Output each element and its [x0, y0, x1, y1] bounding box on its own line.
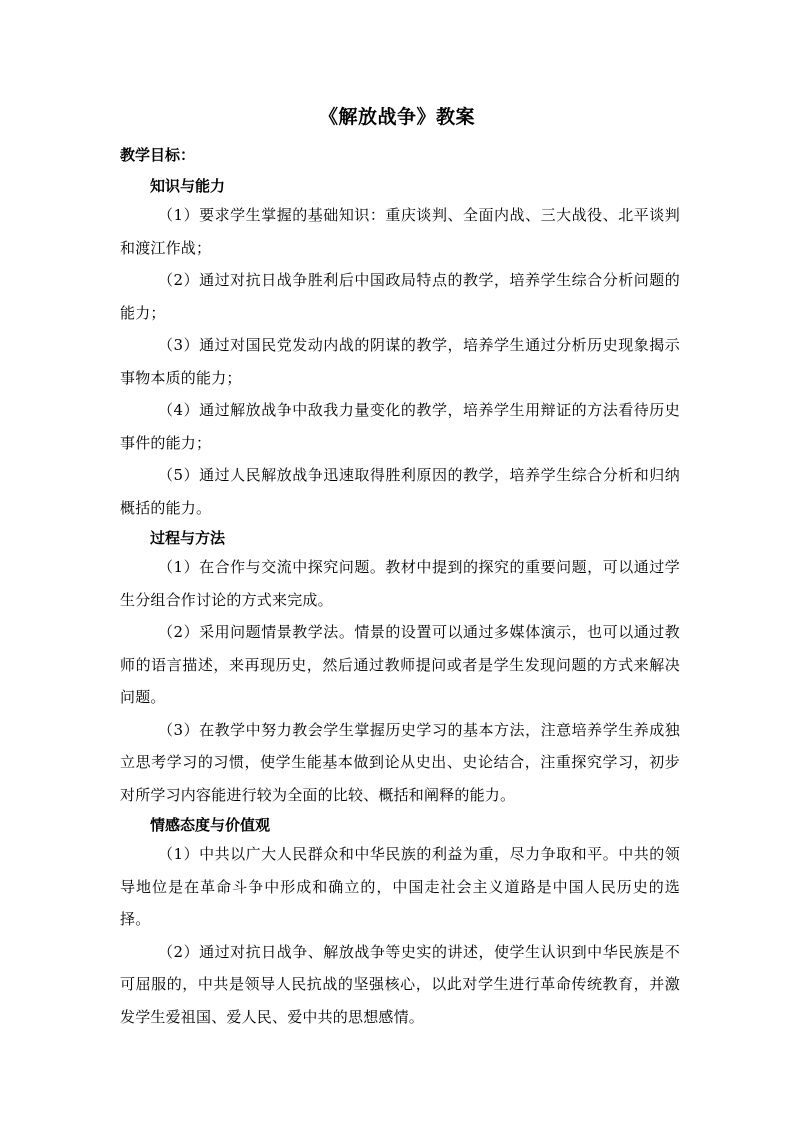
paragraph: （2）采用问题情景教学法。情景的设置可以通过多媒体演示，也可以通过教师的语言描述，来再现历史，然后通过教师提问或者是学生发现问题的方式来解决问题。: [120, 623, 680, 706]
paragraph: （2）通过对抗日战争、解放战争等史实的讲述，使学生认识到中华民族是不可屈服的，中共是领导人民抗战的坚强核心，以此对学生进行革命传统教育，并激发学生爱祖国、爱人民、爱中共的思想感情。: [120, 942, 680, 1026]
section-heading: 过程与方法: [150, 529, 226, 547]
objectives-heading: 教学目标：: [120, 146, 196, 164]
section-knowledge-ability: [120, 174, 680, 524]
section-emotion-values: [120, 813, 680, 1033]
paragraph: （1）中共以广大人民群众和中华民族的利益为重，尽力争取和平。中共的领导地位是在革命斗争中形成和确立的，中国走社会主义道路是中国人民历史的选择。: [120, 845, 680, 928]
paragraph: （4）通过解放战争中敌我力量变化的教学，培养学生用辩证的方法看待历史事件的能力；: [120, 401, 680, 452]
paragraph: （3）通过对国民党发动内战的阴谋的教学，培养学生通过分析历史现象揭示事物本质的能力；: [120, 336, 680, 387]
paragraph: （1）要求学生掌握的基础知识：重庆谈判、全面内战、三大战役、北平谈判和渡江作战；: [120, 206, 680, 257]
paragraph: （2）通过对抗日战争胜利后中国政局特点的教学，培养学生综合分析问题的能力；: [120, 271, 680, 322]
document-body: [120, 143, 680, 1035]
paragraph: （1）在合作与交流中探究问题。教材中提到的探究的重要问题，可以通过学生分组合作讨论的方式来完成。: [120, 558, 680, 609]
paragraph: （5）通过人民解放战争迅速取得胜利原因的教学，培养学生综合分析和归纳概括的能力。: [120, 466, 680, 517]
paragraph: （3）在教学中努力教会学生掌握历史学习的基本方法，注意培养学生养成独立思考学习的习惯，使学生能基本做到论从史出、史论结合，注重探究学习，初步对所学习内容能进行较为全面的比较、概括和阐释的能力。: [120, 720, 680, 804]
section-heading: 知识与能力: [150, 177, 226, 195]
document-title: 《解放战争》教案: [318, 106, 475, 128]
section-heading: 情感态度与价值观: [150, 816, 271, 834]
section-process-method: [120, 526, 680, 811]
